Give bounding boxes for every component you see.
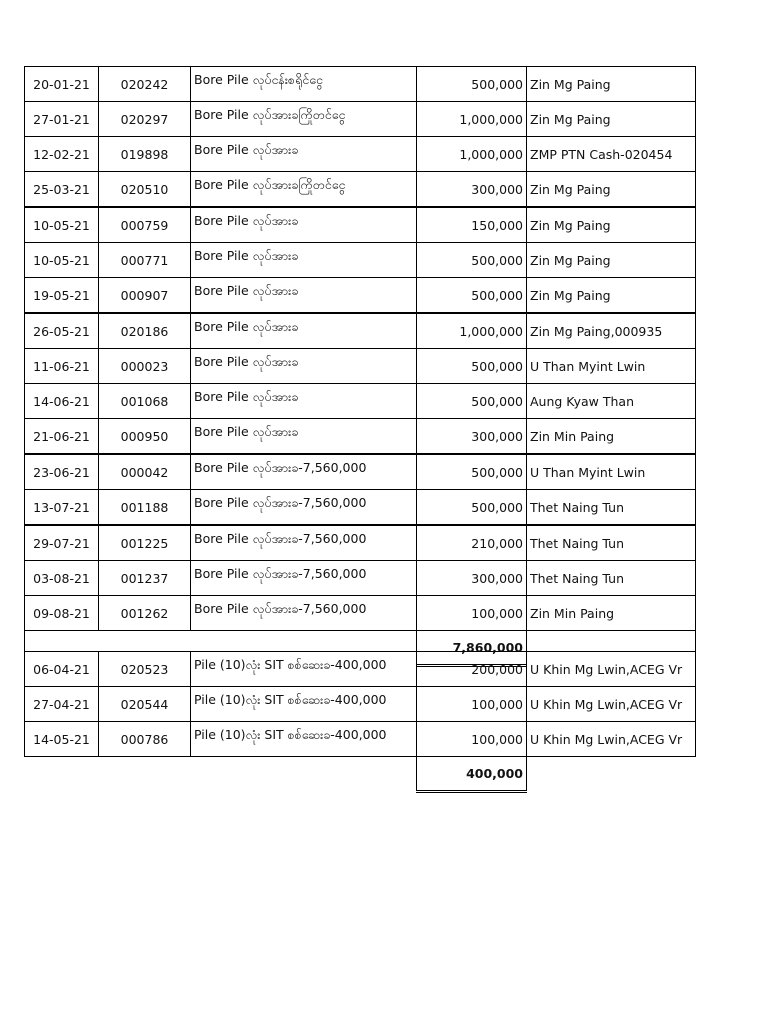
payee-cell: U Than Myint Lwin <box>527 454 696 490</box>
voucher-number-cell: 020297 <box>99 102 191 137</box>
date-cell: 06-04-21 <box>25 652 99 687</box>
description-cell: Bore Pile လုပ်အားခ <box>191 137 417 172</box>
payee-cell: Thet Naing Tun <box>527 525 696 561</box>
date-cell: 14-05-21 <box>25 722 99 757</box>
total-amount: 7,860,000 <box>417 631 527 666</box>
payee-cell: U Than Myint Lwin <box>527 349 696 384</box>
empty-cell <box>25 757 99 792</box>
table-row <box>25 652 696 687</box>
voucher-number-cell: 001068 <box>99 384 191 419</box>
voucher-number-cell: 000759 <box>99 207 191 243</box>
table-row <box>25 207 696 243</box>
date-cell: 27-04-21 <box>25 687 99 722</box>
amount-cell: 210,000 <box>417 525 527 561</box>
voucher-number-cell: 000907 <box>99 278 191 314</box>
empty-cell <box>99 757 191 792</box>
table-row <box>25 596 696 631</box>
payee-cell: Zin Min Paing <box>527 419 696 455</box>
payee-cell: Zin Min Paing <box>527 596 696 631</box>
amount-cell: 1,000,000 <box>417 102 527 137</box>
description-cell: Bore Pile လုပ်အားခ <box>191 313 417 349</box>
description-cell: Bore Pile လုပ်အားခ-7,560,000 <box>191 490 417 526</box>
date-cell: 19-05-21 <box>25 278 99 314</box>
payee-cell: U Khin Mg Lwin,ACEG Vr <box>527 722 696 757</box>
ledger-table-bore-pile <box>24 66 696 667</box>
table-row <box>25 687 696 722</box>
amount-cell: 500,000 <box>417 67 527 102</box>
table-row <box>25 243 696 278</box>
amount-cell: 100,000 <box>417 596 527 631</box>
description-cell: Pile (10)လုံး SIT စစ်ဆေးခ-400,000 <box>191 722 417 757</box>
date-cell: 10-05-21 <box>25 207 99 243</box>
date-cell: 14-06-21 <box>25 384 99 419</box>
description-cell: Bore Pile လုပ်ငန်းစရိုင်ငွေ <box>191 67 417 102</box>
table-row <box>25 349 696 384</box>
table-row <box>25 525 696 561</box>
table-row <box>25 490 696 526</box>
payee-cell: Zin Mg Paing <box>527 207 696 243</box>
voucher-number-cell: 020523 <box>99 652 191 687</box>
payee-cell: Zin Mg Paing <box>527 67 696 102</box>
payee-cell: Zin Mg Paing <box>527 172 696 208</box>
amount-cell: 500,000 <box>417 384 527 419</box>
payee-cell: Zin Mg Paing,000935 <box>527 313 696 349</box>
ledger-table-sit-test <box>24 651 696 793</box>
voucher-number-cell: 001237 <box>99 561 191 596</box>
date-cell: 12-02-21 <box>25 137 99 172</box>
payee-cell: Zin Mg Paing <box>527 278 696 314</box>
amount-cell: 200,000 <box>417 652 527 687</box>
amount-cell: 300,000 <box>417 419 527 455</box>
description-cell: Bore Pile လုပ်အားခ <box>191 384 417 419</box>
amount-cell: 500,000 <box>417 454 527 490</box>
amount-cell: 300,000 <box>417 561 527 596</box>
voucher-number-cell: 020544 <box>99 687 191 722</box>
description-cell: Bore Pile လုပ်အားခ <box>191 278 417 314</box>
empty-cell <box>191 757 417 792</box>
payee-cell: Zin Mg Paing <box>527 102 696 137</box>
voucher-number-cell: 020242 <box>99 67 191 102</box>
ledger-body <box>25 652 696 792</box>
description-cell: Pile (10)လုံး SIT စစ်ဆေးခ-400,000 <box>191 652 417 687</box>
description-cell: Bore Pile လုပ်အားခ-7,560,000 <box>191 561 417 596</box>
payee-cell: Aung Kyaw Than <box>527 384 696 419</box>
payee-cell: U Khin Mg Lwin,ACEG Vr <box>527 687 696 722</box>
description-cell: Bore Pile လုပ်အားခ-7,560,000 <box>191 454 417 490</box>
amount-cell: 500,000 <box>417 243 527 278</box>
description-cell: Bore Pile လုပ်အားခ <box>191 207 417 243</box>
voucher-number-cell: 001262 <box>99 596 191 631</box>
voucher-number-cell: 000042 <box>99 454 191 490</box>
table-row <box>25 172 696 208</box>
description-cell: Bore Pile လုပ်အားခ <box>191 349 417 384</box>
amount-cell: 500,000 <box>417 490 527 526</box>
table-row <box>25 67 696 102</box>
table-row <box>25 561 696 596</box>
date-cell: 25-03-21 <box>25 172 99 208</box>
description-cell: Bore Pile လုပ်အားခ <box>191 243 417 278</box>
date-cell: 03-08-21 <box>25 561 99 596</box>
table-row <box>25 419 696 455</box>
payee-cell: Thet Naing Tun <box>527 490 696 526</box>
ledger-body <box>25 67 696 666</box>
total-row <box>25 757 696 792</box>
amount-cell: 150,000 <box>417 207 527 243</box>
amount-cell: 100,000 <box>417 722 527 757</box>
table-row <box>25 102 696 137</box>
voucher-number-cell: 000023 <box>99 349 191 384</box>
voucher-number-cell: 000771 <box>99 243 191 278</box>
date-cell: 26-05-21 <box>25 313 99 349</box>
description-cell: Bore Pile လုပ်အားခကြိုတင်ငွေ <box>191 172 417 208</box>
description-cell: Bore Pile လုပ်အားခ <box>191 419 417 455</box>
amount-cell: 1,000,000 <box>417 137 527 172</box>
date-cell: 11-06-21 <box>25 349 99 384</box>
amount-cell: 100,000 <box>417 687 527 722</box>
date-cell: 23-06-21 <box>25 454 99 490</box>
amount-cell: 500,000 <box>417 349 527 384</box>
voucher-number-cell: 000786 <box>99 722 191 757</box>
amount-cell: 500,000 <box>417 278 527 314</box>
voucher-number-cell: 001188 <box>99 490 191 526</box>
description-cell: Pile (10)လုံး SIT စစ်ဆေးခ-400,000 <box>191 687 417 722</box>
voucher-number-cell: 000950 <box>99 419 191 455</box>
date-cell: 09-08-21 <box>25 596 99 631</box>
voucher-number-cell: 001225 <box>99 525 191 561</box>
payee-cell: U Khin Mg Lwin,ACEG Vr <box>527 652 696 687</box>
table-row <box>25 722 696 757</box>
description-cell: Bore Pile လုပ်အားခ-7,560,000 <box>191 596 417 631</box>
table-row <box>25 384 696 419</box>
date-cell: 10-05-21 <box>25 243 99 278</box>
date-cell: 27-01-21 <box>25 102 99 137</box>
payee-cell: Zin Mg Paing <box>527 243 696 278</box>
amount-cell: 300,000 <box>417 172 527 208</box>
date-cell: 29-07-21 <box>25 525 99 561</box>
table-row <box>25 454 696 490</box>
date-cell: 20-01-21 <box>25 67 99 102</box>
amount-cell: 1,000,000 <box>417 313 527 349</box>
voucher-number-cell: 020510 <box>99 172 191 208</box>
table-row <box>25 137 696 172</box>
voucher-number-cell: 019898 <box>99 137 191 172</box>
table-row <box>25 313 696 349</box>
empty-cell <box>527 757 696 792</box>
payee-cell: ZMP PTN Cash-020454 <box>527 137 696 172</box>
date-cell: 13-07-21 <box>25 490 99 526</box>
table-row <box>25 278 696 314</box>
payee-cell: Thet Naing Tun <box>527 561 696 596</box>
description-cell: Bore Pile လုပ်အားခ-7,560,000 <box>191 525 417 561</box>
description-cell: Bore Pile လုပ်အားခကြိုတင်ငွေ <box>191 102 417 137</box>
voucher-number-cell: 020186 <box>99 313 191 349</box>
date-cell: 21-06-21 <box>25 419 99 455</box>
total-amount: 400,000 <box>417 757 527 792</box>
